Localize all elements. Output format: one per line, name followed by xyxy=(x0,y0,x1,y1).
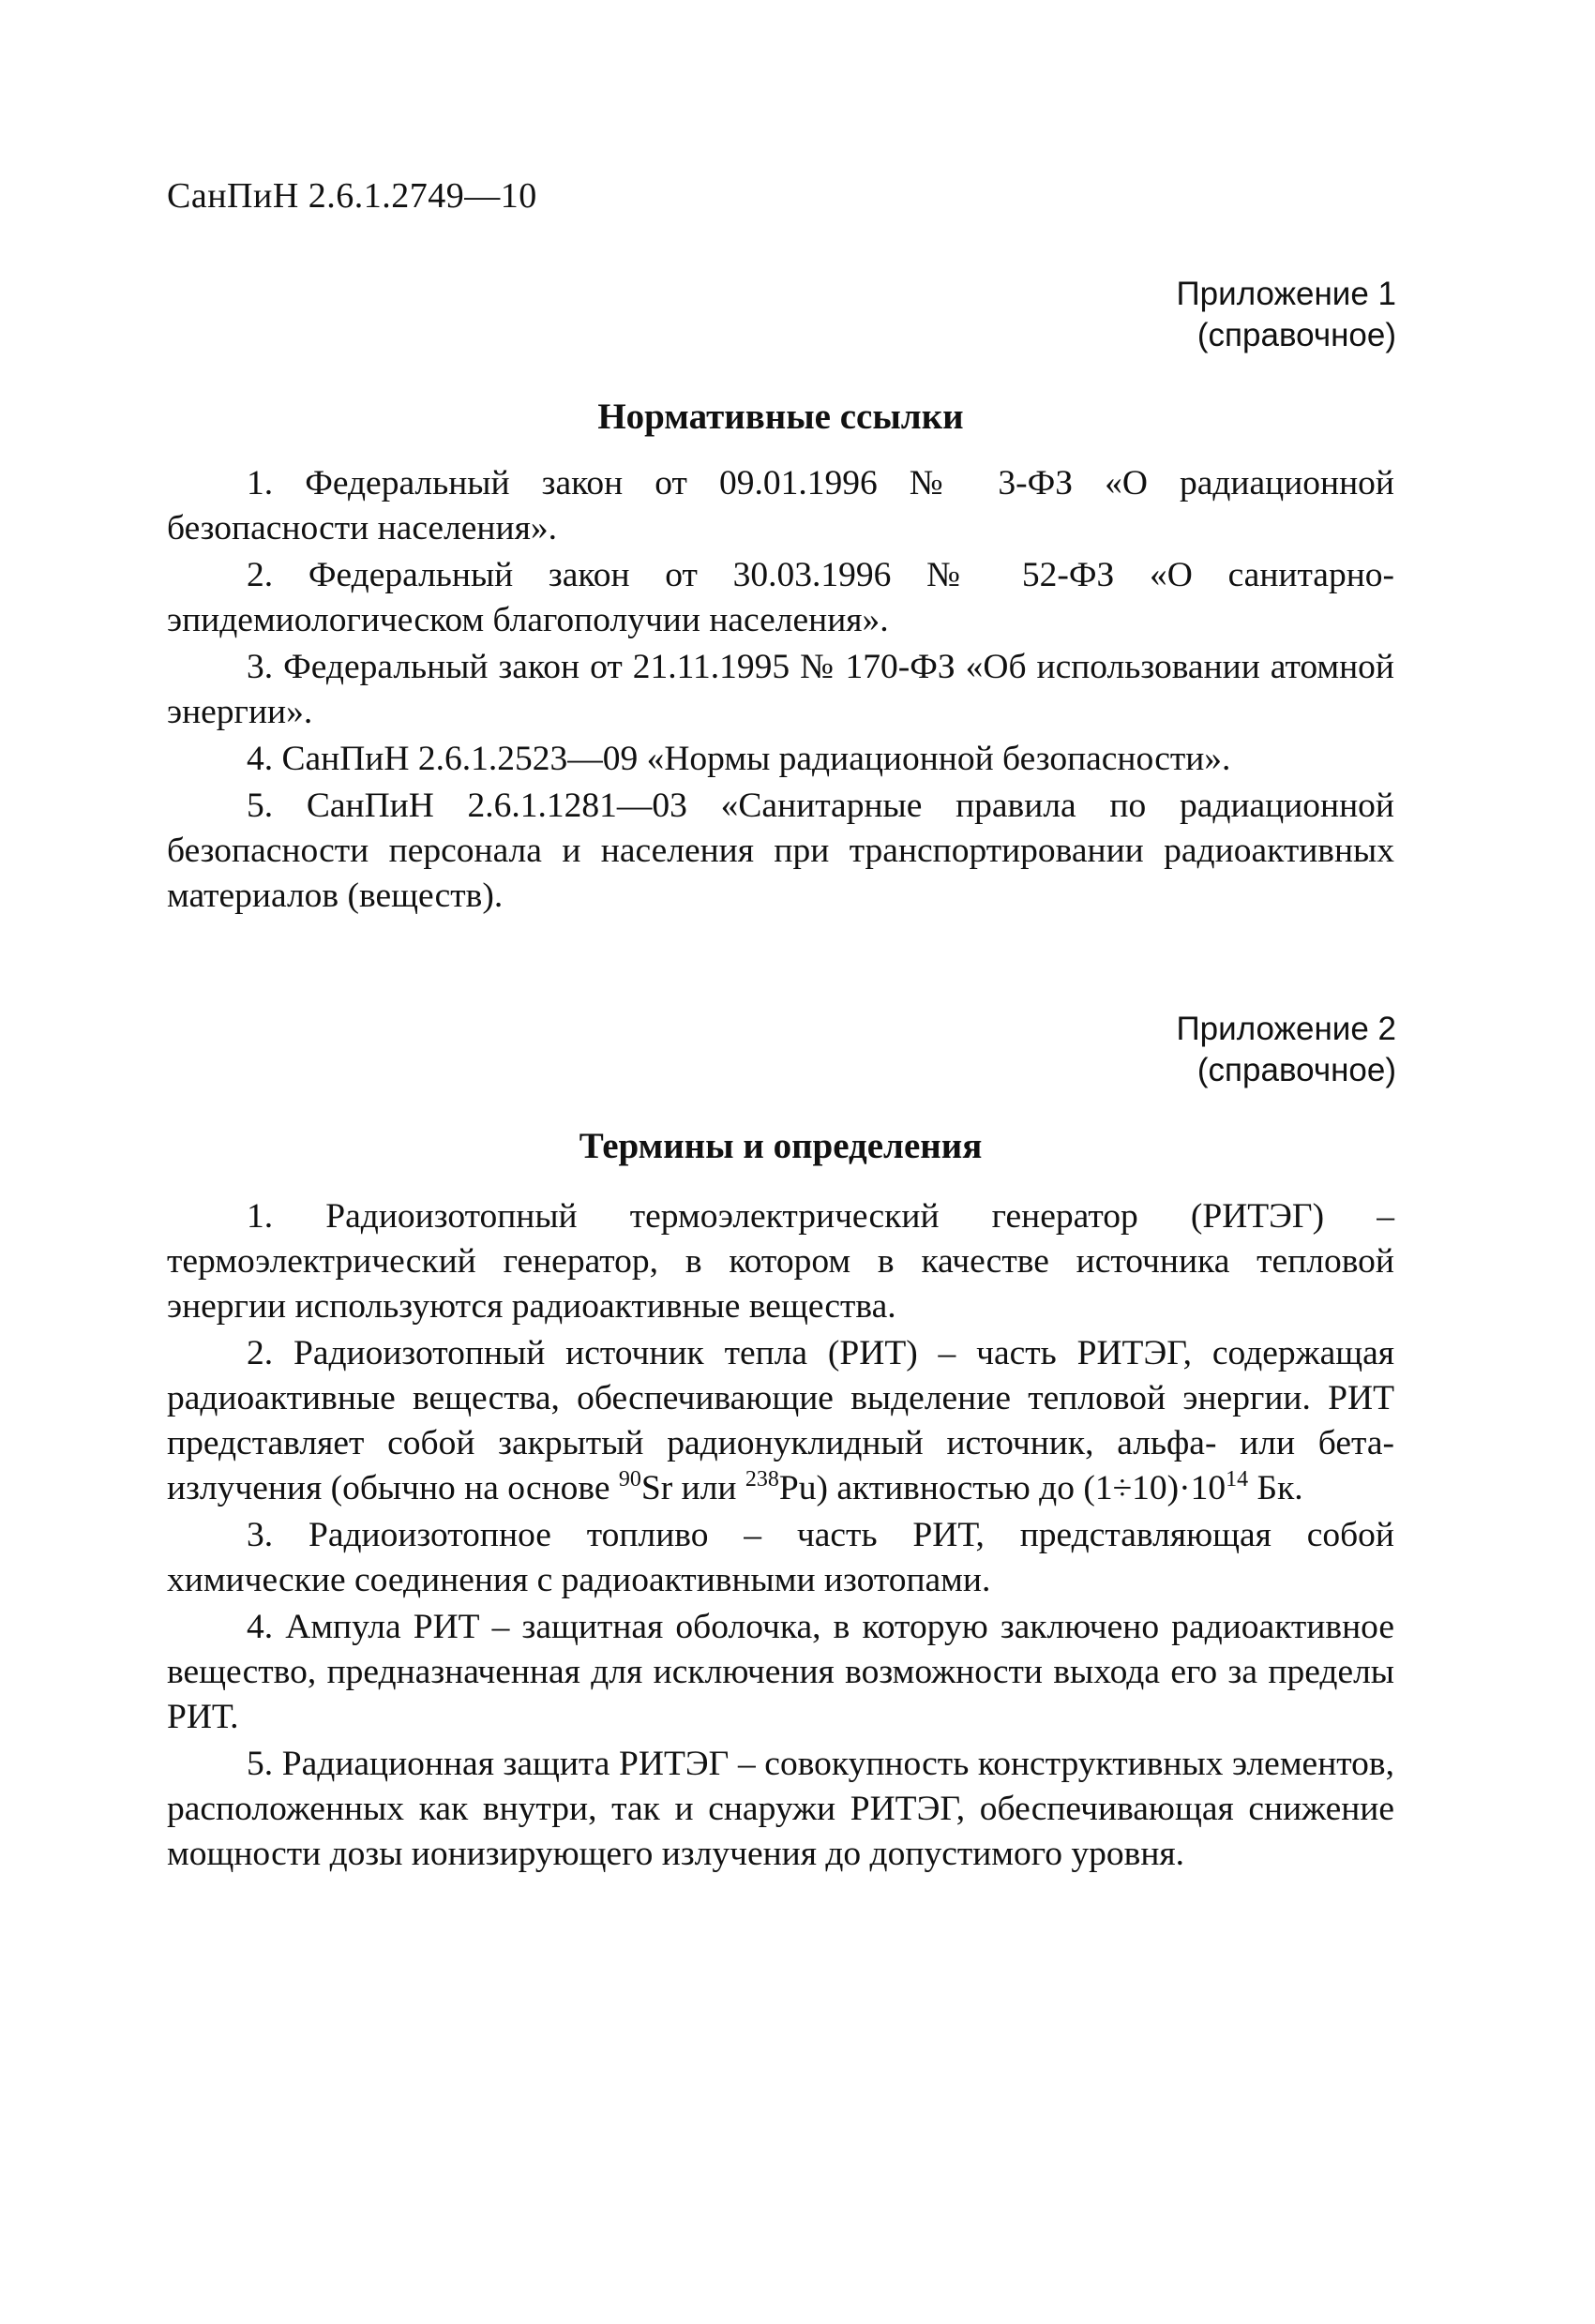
normative-references-list xyxy=(167,461,1394,921)
definition-item-rit xyxy=(167,1331,1394,1511)
appendix-2-label-type: (справочное) xyxy=(1196,1052,1396,1088)
reference-item: 1. Федеральный закон от 09.01.1996 № 3-ФЗ «О радиационной безопасности населения». xyxy=(167,464,1394,547)
appendix-1-label-type: (справочное) xyxy=(1196,317,1396,353)
definition-item: 3. Радиоизотопное топливо – часть РИТ, представляющая собой химические соединения с радиоактивными изотопами. xyxy=(167,1516,1394,1599)
reference-item: 2. Федеральный закон от 30.03.1996 № 52-ФЗ «О санитарно-эпидемиологическом благополучии населения». xyxy=(167,556,1394,639)
activity-exponent: 14 xyxy=(1226,1467,1249,1492)
terms-definitions-list xyxy=(167,1194,1394,1879)
appendix-1-label xyxy=(1177,274,1396,356)
appendix-1-title: Нормативные ссылки xyxy=(597,397,964,437)
rit-or-word: или xyxy=(672,1469,745,1507)
appendix-2-label xyxy=(1177,1009,1396,1091)
pu-symbol: Pu xyxy=(778,1469,817,1507)
definition-item: 4. Ампула РИТ – защитная оболочка, в которую заключено радиоактивное вещество, предназначенная для исключения возможности выхода его за пределы РИТ. xyxy=(167,1608,1394,1736)
rit-text-part3: Бк. xyxy=(1248,1469,1303,1507)
sr-symbol: Sr xyxy=(640,1469,673,1507)
definition-item: 5. Радиационная защита РИТЭГ – совокупность конструктивных элементов, расположенных как внутри, так и снаружи РИТЭГ, обеспечивающая снижение мощности дозы ионизирующего излучения до допустимого уровня. xyxy=(167,1745,1394,1873)
reference-item: 3. Федеральный закон от 21.11.1995 № 170-ФЗ «Об использовании атомной энергии». xyxy=(167,648,1394,731)
appendix-2-label-number: Приложение 2 xyxy=(1176,1011,1396,1047)
definition-item: 1. Радиоизотопный термоэлектрический генератор (РИТЭГ) – термоэлектрический генератор, в котором в качестве источника тепловой энергии используются радиоактивные вещества. xyxy=(167,1197,1394,1326)
pu-mass-number: 238 xyxy=(745,1467,779,1492)
rit-text-part2: ) активностью до (1÷10)·10 xyxy=(816,1469,1226,1507)
rit-text-part1: 2. Радиоизотопный источник тепла (РИТ) – часть РИТЭГ, содержащая радиоактивные вещества, обеспечивающие выделение тепловой энергии. РИТ представляет собой закрытый радионуклидный источник, альфа- или бета-излучения (обычно на основе xyxy=(167,1334,1394,1507)
running-header: СанПиН 2.6.1.2749—10 xyxy=(167,176,537,216)
appendix-2-title: Термины и определения xyxy=(579,1126,983,1166)
reference-item: 4. СанПиН 2.6.1.2523—09 «Нормы радиационной безопасности». xyxy=(247,740,1231,778)
reference-item: 5. СанПиН 2.6.1.1281—03 «Санитарные правила по радиационной безопасности персонала и населения при транспортировании радиоактивных материалов (веществ). xyxy=(167,787,1394,915)
appendix-1-label-number: Приложение 1 xyxy=(1176,276,1396,312)
sr-mass-number: 90 xyxy=(618,1467,641,1492)
